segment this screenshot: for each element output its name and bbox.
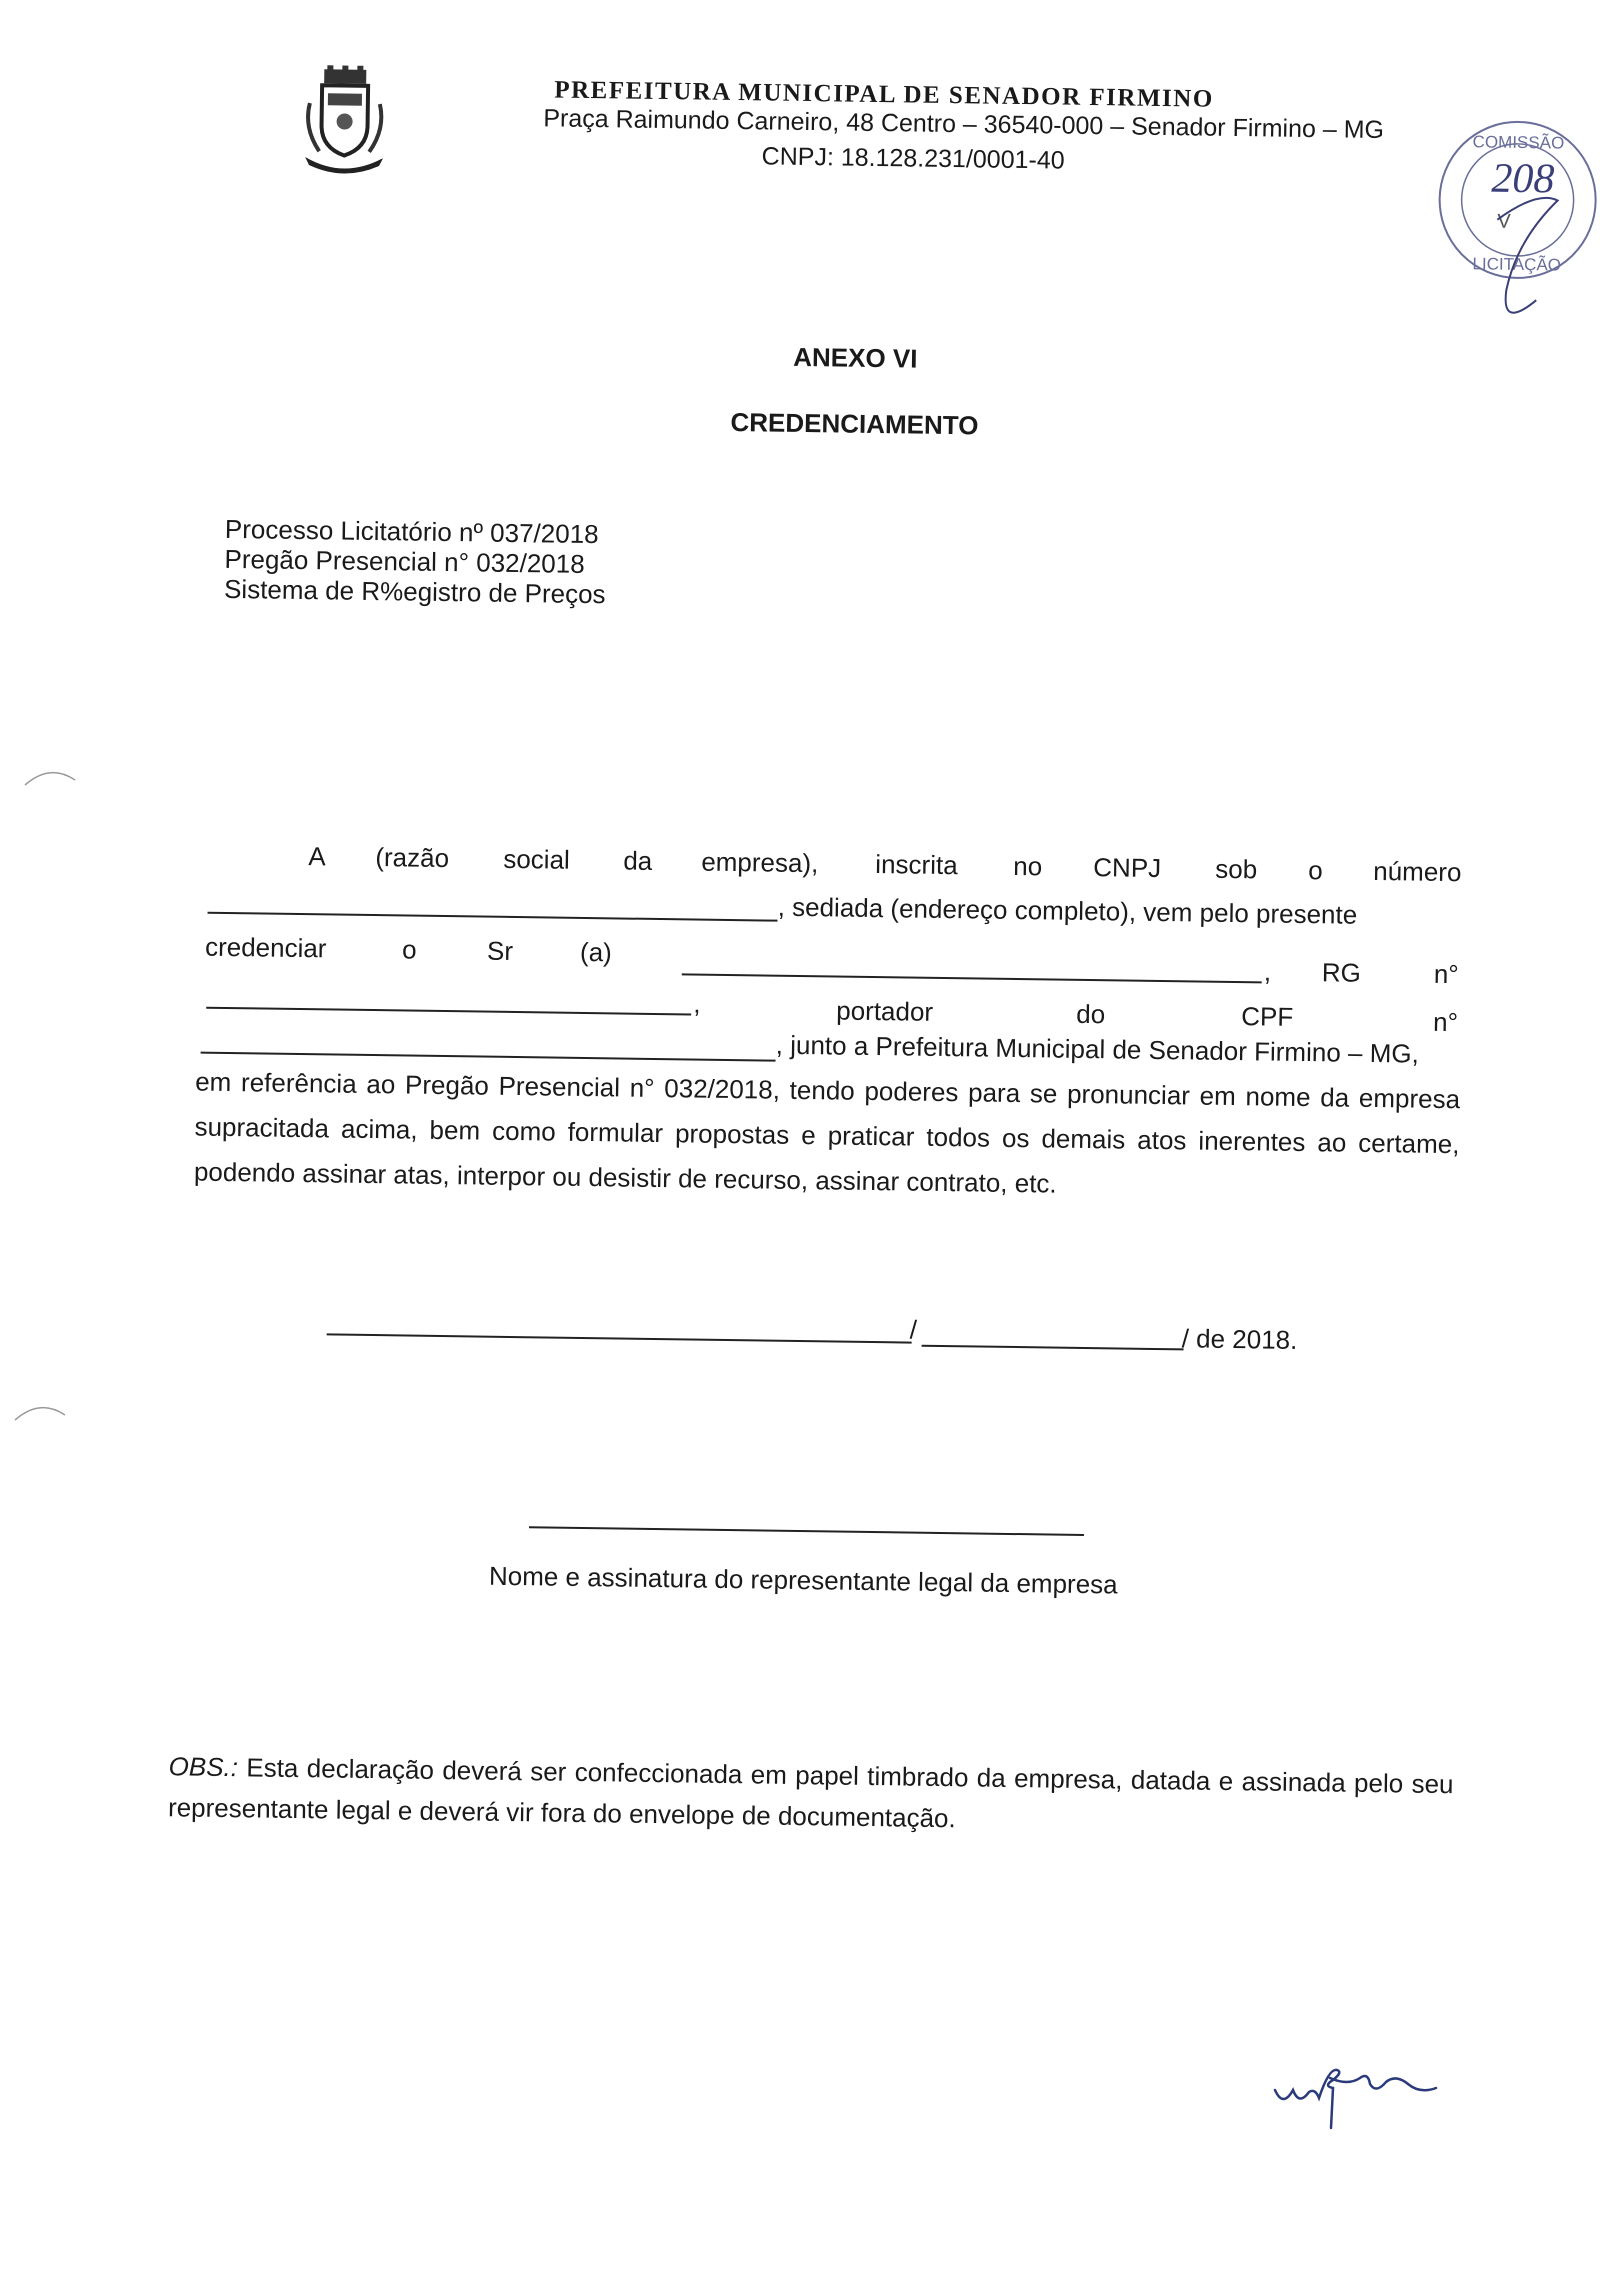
obs-label: OBS.: bbox=[168, 1751, 239, 1783]
margin-mark bbox=[10, 1395, 70, 1425]
signature-caption: Nome e assinatura do representante legal da empresa bbox=[488, 1560, 1118, 1600]
body-word: CPF bbox=[1241, 1001, 1294, 1032]
date-year: / de 2018. bbox=[1181, 1323, 1298, 1355]
commission-stamp bbox=[1426, 109, 1600, 351]
registry-system: Sistema de R%egistro de Preços bbox=[223, 573, 606, 610]
body-paragraph: em referência ao Pregão Presencial n° 032/2018, tendo poderes para se pronunciar em nome da empresa supracitada acima, bem como formular propostas e praticar todos os demais atos inerentes ao certame, podendo assinar atas, interpor ou desistir de recurso, assinar contrato, etc. bbox=[193, 1066, 1461, 1199]
body-word: (a) bbox=[579, 936, 613, 968]
body-line-2: , sediada (endereço completo), vem pelo presente bbox=[777, 891, 1358, 930]
body-line-5: , junto a Prefeitura Municipal de Senador Firmino – MG, bbox=[775, 1029, 1420, 1069]
body-word: o bbox=[401, 934, 417, 965]
body-word: número bbox=[1373, 855, 1462, 888]
representative-blank-line bbox=[682, 973, 1262, 983]
annex-title: ANEXO VI bbox=[793, 341, 918, 374]
pregao-number: Pregão Presencial n° 032/2018 bbox=[224, 543, 585, 579]
body-word: do bbox=[1076, 998, 1106, 1030]
body-word: inscrita bbox=[875, 849, 958, 881]
body-word: CNPJ bbox=[1093, 852, 1162, 884]
date-separator: / bbox=[909, 1314, 918, 1345]
process-number: Processo Licitatório nº 037/2018 bbox=[224, 513, 599, 550]
body-word: (razão bbox=[375, 842, 450, 874]
body-word: Sr bbox=[486, 935, 514, 966]
date-day-line bbox=[327, 1333, 912, 1343]
body-word: o bbox=[1308, 855, 1323, 886]
obs-text: Esta declaração deverá ser confeccionada em papel timbrado da empresa, datada e assinada pelo seu representante legal e deverá vir fora do envelope de documentação. bbox=[167, 1752, 1454, 1834]
header-address: Praça Raimundo Carneiro, 48 Centro – 36540-000 – Senador Firmino – MG bbox=[543, 104, 1385, 145]
body-word: no bbox=[1013, 850, 1043, 882]
comma: , bbox=[693, 988, 701, 1019]
date-month-line bbox=[922, 1345, 1184, 1351]
cnpj-blank-line bbox=[208, 912, 778, 922]
signature-line bbox=[529, 1526, 1084, 1536]
coat-of-arms-icon bbox=[301, 63, 389, 176]
stamp-number: 208 bbox=[1491, 155, 1555, 203]
body-word: da bbox=[623, 845, 653, 876]
comma: , bbox=[1263, 956, 1272, 987]
body-word: sob bbox=[1215, 853, 1258, 885]
initials-signature bbox=[1270, 2060, 1470, 2140]
observation-note bbox=[168, 1746, 1454, 1846]
rg-number-label: n° bbox=[1433, 958, 1459, 990]
body-word: portador bbox=[836, 995, 934, 1027]
body-word: A bbox=[308, 841, 326, 872]
body-word: credenciar bbox=[204, 931, 327, 964]
stamp-top-text: COMISSÃO bbox=[1472, 132, 1565, 153]
annex-subtitle: CREDENCIAMENTO bbox=[730, 406, 979, 441]
body-word: n° bbox=[1432, 1006, 1459, 1038]
stamp-bottom-text: LICITAÇÃO bbox=[1472, 254, 1562, 275]
body-word: social bbox=[503, 843, 571, 875]
header-cnpj: CNPJ: 18.128.231/0001-40 bbox=[761, 142, 1065, 175]
rg-label: RG bbox=[1321, 957, 1362, 988]
margin-mark bbox=[20, 760, 80, 790]
stamp-letter: V bbox=[1497, 210, 1511, 233]
body-word: empresa), bbox=[701, 846, 819, 879]
header-title: PREFEITURA MUNICIPAL DE SENADOR FIRMINO bbox=[554, 76, 1214, 113]
rg-blank-line bbox=[206, 1007, 691, 1016]
